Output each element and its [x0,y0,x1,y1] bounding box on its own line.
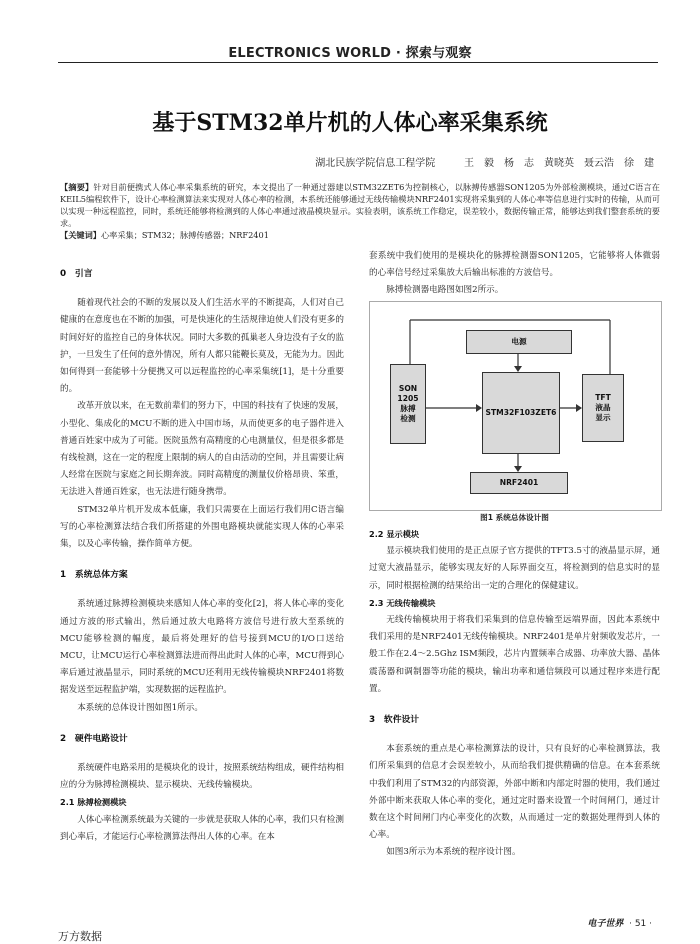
tft-block [582,374,624,442]
page-footer [587,916,652,929]
tft-label-3: 显示 [595,413,611,422]
right-paragraph-top: 套系统中我们使用的是模块化的脉搏检测器SON1205，它能够将人体微弱的心率信号经过采集放大后输出标准的方波信号。 [369,251,660,279]
tft-label-1: TFT [595,393,611,402]
nrf-block: NRF2401 [470,472,568,494]
sec2-paragraph-1: 系统硬件电路采用的是模块化的设计，按照系统结构组成，硬件结构相应的分为脉搏检测模块、显示模块、无线传输模块。 [60,763,344,791]
sec3-paragraph-1: 本套系统的重点是心率检测算法的设计，只有良好的心率检测算法，我们所采集到的信息才会误差较小，从而给我们提供精确的信息。在本套系统中我们利用了STM32的内部资源，外部中断和内部定时器的使用，我们通过外部中断来获取人体心率的变化，通过定时器来设置一个时间闸门，通过计数在这个时间闸门内心率变化的次数，从而通过一定的数据处理得到人体的心率。 [369,744,660,841]
sensor-block [390,364,426,444]
mcu-block: STM32F103ZET6 [482,372,560,454]
sensor-label-1: SON [398,384,418,393]
sensor-label-3: 脉搏 [400,404,416,413]
sec21-paragraph-1: 人体心率检测系统最为关键的一步就是获取人体的心率，我们只有检测到心率后，才能运行心率检测算法得出人体的心率。在本 [60,814,344,842]
wanfang-watermark: 万方数据 [58,930,102,943]
section-2-3-title: 2.3 无线传输模块 [369,597,436,608]
right-column-bottom [369,526,660,862]
left-column [60,266,344,846]
authors: 王 毅 杨 志 黄晓英 聂云浩 徐 建 [464,158,654,169]
section-2-2-title: 2.2 显示模块 [369,529,420,539]
right-column-top [369,248,660,300]
sensor-label-2: 1205 [397,394,419,403]
sec23-paragraph-1: 无线传输模块用于将我们采集到的信息传输至远端界面，因此本系统中我们采用的是NRF2401无线传输模块。NRF2401是单片射频收发芯片，一般工作在2.4～2.5Ghz ISM频段，芯片内置频率合成器、功率放大器、晶体震荡器和调制器等功能的模块，输出功率和通信频段可以通过程序来进行配置。 [369,615,660,694]
abstract-text: 针对目前便携式人体心率采集系统的研究，本文提出了一种通过器建以STM32ZET6为控制核心，以脉搏传感器SON1205为外部检测模块，通过C语言在KEIL5编程软件下，设计心率检测算法来实现对人体心率的检测，本系统还能够通过无线传输模块NRF2401实现将采集到的人体心率等信息进行实时的传输，从而可以实现一种远程监控，同时，系统还能够将检测到的人体心率通过液晶模块显示。实验表明，该系统工作稳定，误差较小，数据传输正常，能够达到我们整套系统的要求。 [60,182,660,228]
figure-1-frame [369,301,662,511]
affiliation: 湖北民族学院信息工程学院 [315,158,436,169]
sec0-paragraph-3: STM32单片机开发成本低廉，我们只需要在上面运行我们用C语言编写的心率检测算法结合我们所搭建的外围电路模块就能实现人体的心率采集，以及心率传输，操作简单方便。 [60,504,344,550]
section-2-1-title: 2.1 脉搏检测模块 [60,797,127,808]
article-title: 基于STM32单片机的人体心率采集系统 [152,110,548,136]
keywords-text: 心率采集；STM32；脉搏传感器；NRF2401 [100,230,269,240]
abstract-label: 【摘要】 [60,182,94,192]
right-paragraph-top-2: 脉搏检测器电路图如图2所示。 [386,285,504,296]
sec1-paragraph-1: 系统通过脉搏检测模块来感知人体心率的变化[2]，将人体心率的变化通过方波的形式输出，然后通过放大电路将方波信号进行放大至系统的MCU能够检测的幅度，最后将处理好的信号接到MCU的I/O口送给MCU，让MCU运行心率检测算法进而得出此时人体的心率，MCU得到心率后通过液晶显示，同时系统的MCU还利用无线传输模块NRF2401将数据发送至远程监护端，实现数据的远程监护。 [60,599,344,696]
figure-1-caption: 图1 系统总体设计图 [480,513,549,522]
header-rule [58,62,658,63]
section-0-title: 0 引言 [60,269,93,279]
journal-name: 电子世界 [587,919,624,929]
tft-label-2: 液晶 [595,403,611,412]
section-1-title: 1 系统总体方案 [60,570,128,581]
keywords-label: 【关键词】 [60,230,101,240]
running-header: ELECTRONICS WORLD · 探索与观察 [228,46,472,61]
sec1-paragraph-2: 本系统的总体设计图如图1所示。 [77,702,203,713]
section-2-title: 2 硬件电路设计 [60,733,128,744]
sec0-paragraph-2: 改革开放以来，在无数前辈们的努力下，中国的科技有了快速的发展，小型化、集成化的MCU不断的进入中国市场，从而使更多的电子器件进入普通百姓家中成为了可能。医院虽然有高精度的心电测量仪，但是很多都是有线检测，这在一定的程度上限制的病人的自由活动的空间，并且需要让病人经常在医院与家庭之间长期奔波。同时高精度的测量仪价格昂贵、笨重，无法进入普通百姓家，也无法进行随身携带。 [60,401,344,498]
sec3-paragraph-2: 如图3所示为本系统的程序设计图。 [386,847,521,858]
author-line [315,154,654,169]
sensor-label-4: 检测 [400,414,416,423]
section-3-title: 3 软件设计 [369,715,420,726]
sec0-paragraph-1: 随着现代社会的不断的发展以及人们生活水平的不断提高，人们对自己健康的在意度也在不断的加强，可是快速化的生活规律迫使人们没有更多的时间好好的监控自己的身体状况。同时大多数的孤巢老人身边没有子女的监护，一旦发生了任何的意外情况，所有人都只能鞭长莫及，无能为力。因此如何得到一套能够十分便携又可以远程监控的心率采集统[1]，是十分重要的。 [60,298,344,395]
power-block: 电源 [466,330,572,354]
abstract [60,181,660,241]
sec22-paragraph-1: 显示模块我们使用的是正点原子官方提供的TFT3.5寸的液晶显示屏，通过宽大液晶显示，能够实现友好的人际界面交互，将检测到的信息实时的显示，同时根据检测的结果给出一定的合理化的保健建议。 [369,546,660,591]
page-number: · 51 · [629,919,652,929]
